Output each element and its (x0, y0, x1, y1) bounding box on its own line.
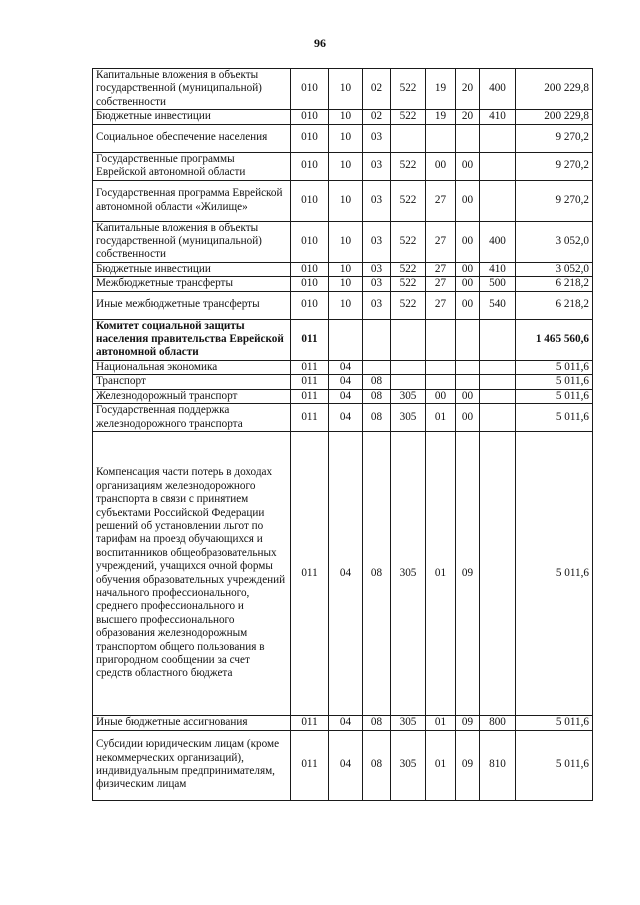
cell-name: Национальная экономика (93, 360, 291, 374)
cell-subsection: 08 (363, 730, 391, 800)
cell-section: 10 (329, 110, 363, 124)
table-row (93, 360, 593, 374)
cell-section: 10 (329, 291, 363, 319)
cell-section: 04 (329, 716, 363, 730)
cell-target-article-2 (426, 124, 456, 152)
cell-section: 04 (329, 730, 363, 800)
cell-target-article-3: 09 (456, 432, 480, 716)
cell-vid: 011 (291, 375, 329, 389)
cell-subsection: 02 (363, 69, 391, 110)
cell-expense-type: 540 (480, 291, 516, 319)
cell-target-article-3: 00 (456, 389, 480, 403)
cell-amount: 1 465 560,6 (516, 319, 593, 360)
cell-target-article-1: 522 (391, 277, 426, 291)
cell-target-article-2: 27 (426, 221, 456, 262)
cell-target-article-2: 01 (426, 730, 456, 800)
cell-vid: 011 (291, 730, 329, 800)
cell-vid: 010 (291, 221, 329, 262)
table-row (93, 291, 593, 319)
cell-target-article-2: 27 (426, 291, 456, 319)
cell-target-article-2: 01 (426, 716, 456, 730)
cell-target-article-1: 522 (391, 291, 426, 319)
cell-expense-type: 800 (480, 716, 516, 730)
cell-expense-type (480, 180, 516, 221)
cell-amount: 200 229,8 (516, 69, 593, 110)
cell-section: 04 (329, 375, 363, 389)
cell-target-article-1 (391, 360, 426, 374)
table-row (93, 124, 593, 152)
table-row (93, 69, 593, 110)
cell-amount: 5 011,6 (516, 375, 593, 389)
cell-name: Государственные программы Еврейской автономной области (93, 152, 291, 180)
cell-target-article-2: 19 (426, 69, 456, 110)
cell-section: 10 (329, 277, 363, 291)
cell-subsection: 08 (363, 375, 391, 389)
table-row (93, 277, 593, 291)
cell-subsection: 03 (363, 262, 391, 276)
cell-target-article-3: 00 (456, 262, 480, 276)
cell-expense-type (480, 389, 516, 403)
table-row (93, 110, 593, 124)
cell-target-article-1: 305 (391, 389, 426, 403)
budget-table (92, 68, 593, 801)
cell-target-article-2: 27 (426, 262, 456, 276)
cell-amount: 9 270,2 (516, 152, 593, 180)
cell-name: Транспорт (93, 375, 291, 389)
table-row (93, 730, 593, 800)
cell-target-article-1: 522 (391, 152, 426, 180)
cell-name: Железнодорожный транспорт (93, 389, 291, 403)
cell-target-article-2 (426, 360, 456, 374)
cell-target-article-3: 20 (456, 69, 480, 110)
cell-target-article-2: 01 (426, 404, 456, 432)
cell-target-article-3: 00 (456, 277, 480, 291)
cell-amount: 5 011,6 (516, 716, 593, 730)
cell-target-article-1 (391, 319, 426, 360)
page-number: 96 (314, 36, 326, 50)
cell-target-article-2: 27 (426, 180, 456, 221)
table-row (93, 152, 593, 180)
cell-vid: 010 (291, 180, 329, 221)
cell-expense-type: 500 (480, 277, 516, 291)
cell-vid: 011 (291, 404, 329, 432)
cell-vid: 011 (291, 716, 329, 730)
cell-name: Бюджетные инвестиции (93, 262, 291, 276)
cell-expense-type: 410 (480, 110, 516, 124)
cell-vid: 010 (291, 291, 329, 319)
cell-target-article-1: 522 (391, 262, 426, 276)
cell-amount: 200 229,8 (516, 110, 593, 124)
cell-vid: 011 (291, 432, 329, 716)
cell-name: Субсидии юридическим лицам (кроме некоммерческих организаций), индивидуальным предпринимателям, физическим лицам (93, 730, 291, 800)
cell-name: Компенсация части потерь в доходах организациям железнодорожного транспорта в связи с принятием субъектами Российской Федерации решений об установлении льгот по тарифам на проезд обучающихся и воспитанников общеобразовательных учреждений, учащихся очной формы обучения образовательных учреждений начального профессионального, среднего профессионального и высшего профессионального образования железнодорожным транспортом общего пользования в пригородном сообщении за счет средств областного бюджета (93, 432, 291, 716)
cell-target-article-1: 522 (391, 221, 426, 262)
cell-subsection: 03 (363, 124, 391, 152)
cell-section: 04 (329, 404, 363, 432)
cell-subsection: 03 (363, 277, 391, 291)
cell-target-article-1: 305 (391, 716, 426, 730)
cell-name: Межбюджетные трансферты (93, 277, 291, 291)
cell-amount: 5 011,6 (516, 432, 593, 716)
cell-expense-type (480, 360, 516, 374)
cell-section (329, 319, 363, 360)
cell-vid: 010 (291, 69, 329, 110)
cell-target-article-1 (391, 124, 426, 152)
cell-vid: 010 (291, 110, 329, 124)
cell-name: Капитальные вложения в объекты государственной (муниципальной) собственности (93, 221, 291, 262)
cell-target-article-3: 00 (456, 180, 480, 221)
cell-target-article-1: 522 (391, 69, 426, 110)
cell-target-article-3 (456, 124, 480, 152)
cell-subsection: 02 (363, 110, 391, 124)
cell-target-article-1: 305 (391, 404, 426, 432)
cell-target-article-2: 19 (426, 110, 456, 124)
cell-name: Иные бюджетные ассигнования (93, 716, 291, 730)
cell-expense-type: 400 (480, 69, 516, 110)
cell-section: 10 (329, 124, 363, 152)
table-row (93, 262, 593, 276)
cell-target-article-3: 09 (456, 716, 480, 730)
cell-vid: 011 (291, 360, 329, 374)
cell-subsection: 03 (363, 291, 391, 319)
cell-amount: 5 011,6 (516, 730, 593, 800)
cell-expense-type (480, 319, 516, 360)
cell-subsection (363, 319, 391, 360)
table-row (93, 432, 593, 716)
cell-vid: 010 (291, 124, 329, 152)
cell-target-article-2 (426, 375, 456, 389)
cell-target-article-1: 522 (391, 180, 426, 221)
cell-subsection (363, 360, 391, 374)
cell-subsection: 08 (363, 404, 391, 432)
cell-amount: 5 011,6 (516, 389, 593, 403)
cell-subsection: 03 (363, 221, 391, 262)
cell-section: 10 (329, 152, 363, 180)
cell-amount: 9 270,2 (516, 124, 593, 152)
cell-section: 10 (329, 262, 363, 276)
cell-target-article-2: 01 (426, 432, 456, 716)
cell-subsection: 08 (363, 389, 391, 403)
cell-amount: 3 052,0 (516, 221, 593, 262)
cell-section: 10 (329, 221, 363, 262)
cell-vid: 011 (291, 319, 329, 360)
cell-subsection: 03 (363, 180, 391, 221)
cell-expense-type: 810 (480, 730, 516, 800)
cell-target-article-2: 27 (426, 277, 456, 291)
cell-target-article-2 (426, 319, 456, 360)
cell-section: 10 (329, 69, 363, 110)
cell-subsection: 08 (363, 716, 391, 730)
cell-amount: 6 218,2 (516, 291, 593, 319)
table-row (93, 716, 593, 730)
cell-amount: 3 052,0 (516, 262, 593, 276)
cell-name: Государственная программа Еврейской автономной области «Жилище» (93, 180, 291, 221)
cell-vid: 010 (291, 262, 329, 276)
cell-target-article-3 (456, 360, 480, 374)
cell-name: Государственная поддержка железнодорожного транспорта (93, 404, 291, 432)
cell-target-article-3: 00 (456, 404, 480, 432)
cell-section: 04 (329, 360, 363, 374)
cell-target-article-2: 00 (426, 152, 456, 180)
cell-target-article-3: 00 (456, 221, 480, 262)
cell-target-article-3 (456, 319, 480, 360)
cell-amount: 5 011,6 (516, 404, 593, 432)
cell-target-article-3: 09 (456, 730, 480, 800)
cell-target-article-3: 00 (456, 291, 480, 319)
cell-expense-type: 400 (480, 221, 516, 262)
cell-amount: 5 011,6 (516, 360, 593, 374)
table-row (93, 180, 593, 221)
cell-target-article-3: 20 (456, 110, 480, 124)
table-row (93, 404, 593, 432)
cell-expense-type: 410 (480, 262, 516, 276)
cell-expense-type (480, 124, 516, 152)
cell-expense-type (480, 375, 516, 389)
cell-name: Бюджетные инвестиции (93, 110, 291, 124)
cell-target-article-1: 305 (391, 432, 426, 716)
table-row (93, 375, 593, 389)
cell-amount: 9 270,2 (516, 180, 593, 221)
cell-target-article-2: 00 (426, 389, 456, 403)
cell-expense-type (480, 152, 516, 180)
cell-name: Социальное обеспечение населения (93, 124, 291, 152)
cell-target-article-1 (391, 375, 426, 389)
cell-subsection: 08 (363, 432, 391, 716)
cell-amount: 6 218,2 (516, 277, 593, 291)
cell-vid: 010 (291, 152, 329, 180)
cell-name: Иные межбюджетные трансферты (93, 291, 291, 319)
cell-vid: 010 (291, 277, 329, 291)
cell-target-article-1: 305 (391, 730, 426, 800)
cell-name: Капитальные вложения в объекты государственной (муниципальной) собственности (93, 69, 291, 110)
table-row (93, 389, 593, 403)
cell-vid: 011 (291, 389, 329, 403)
table-row (93, 319, 593, 360)
cell-target-article-3: 00 (456, 152, 480, 180)
cell-expense-type (480, 404, 516, 432)
cell-section: 04 (329, 432, 363, 716)
cell-section: 10 (329, 180, 363, 221)
cell-expense-type (480, 432, 516, 716)
cell-name: Комитет социальной защиты населения правительства Еврейской автономной области (93, 319, 291, 360)
cell-subsection: 03 (363, 152, 391, 180)
cell-target-article-3 (456, 375, 480, 389)
table-row (93, 221, 593, 262)
cell-target-article-1: 522 (391, 110, 426, 124)
cell-section: 04 (329, 389, 363, 403)
